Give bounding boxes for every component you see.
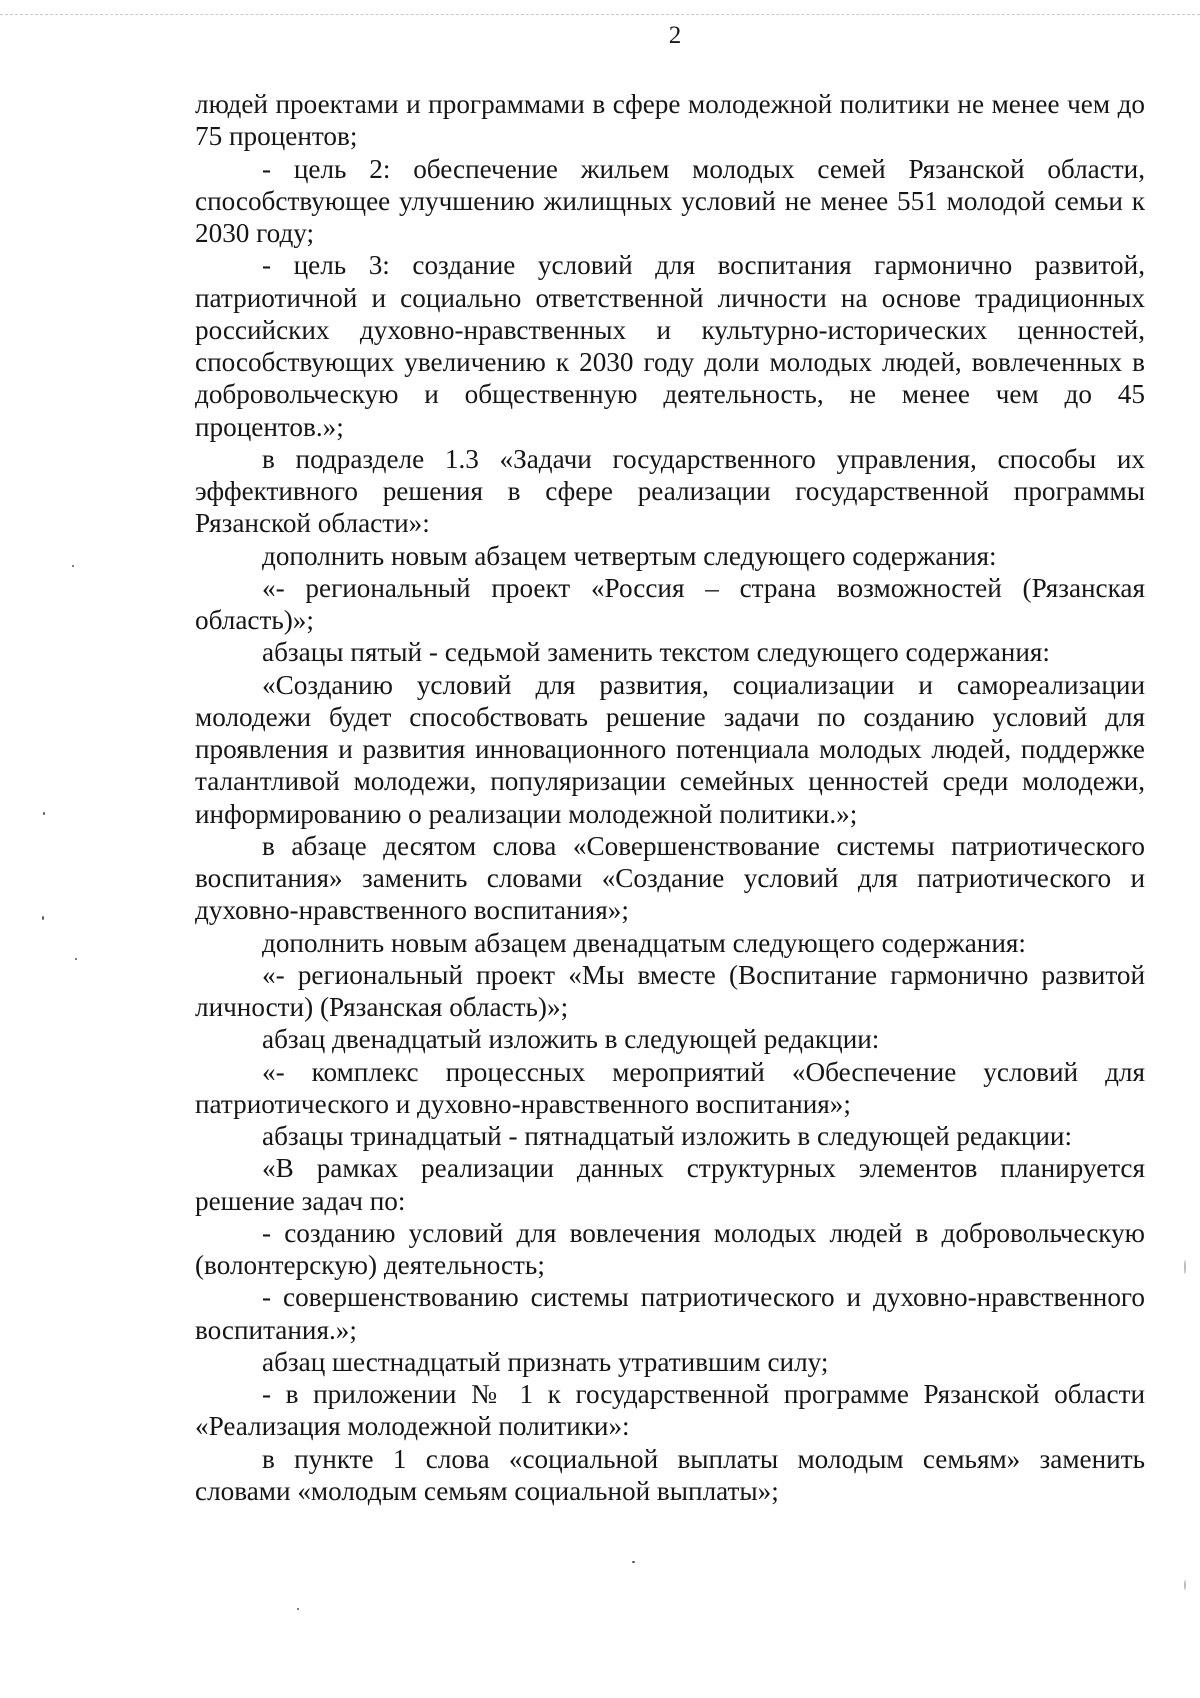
paragraph-3: - цель 3: создание условий для воспитания гармонично развитой, патриотичной и социально ответственной личности на основе традиционных российских духовно-нравственных и культурно-исторических ценностей, способствующих увеличению к 2030 году доли молодых людей, вовлеченных в добровольческую и общественную деятельность, не менее чем до 45 процентов.»; [195,250,1145,442]
page-number: 2 [668,22,682,49]
paragraph-10: дополнить новым абзацем двенадцатым следующего содержания: [262,927,1026,958]
paragraph-8: «Созданию условий для развития, социализации и самореализации молодежи будет способствовать решение задачи по созданию условий для проявления и развития инновационного потенциала молодых людей, поддержке талантливой молодежи, популяризации семейных ценностей среди молодежи, информированию о реализации молодежной политики.»; [195,669,1145,829]
paragraph-20: в пункте 1 слова «социальной выплаты молодым семьям» заменить словами «молодым семьям социальной выплаты»; [195,1443,1145,1506]
paragraph-14: абзацы тринадцатый - пятнадцатый изложить в следующей редакции: [262,1121,1073,1151]
scan-top-rule [0,14,1200,15]
paragraph-7: абзацы пятый - седьмой заменить текстом следующего содержания: [262,637,1050,668]
paragraph-6: «- региональный проект «Россия – страна возможностей (Рязанская область)»; [195,572,1145,635]
paragraph-17: - совершенствованию системы патриотического и духовно-нравственного воспитания.»; [195,1282,1145,1345]
paragraph-13: «- комплекс процессных мероприятий «Обеспечение условий для патриотического и духовно-нравственного воспитания»; [195,1056,1145,1119]
paragraph-15: «В рамках реализации данных структурных элементов планируется решение задач по: [195,1153,1145,1216]
scan-speck [75,958,77,960]
paragraph-1: людей проектами и программами в сфере молодежной политики не менее чем до 75 процентов; [195,89,1145,152]
paragraph-12: абзац двенадцатый изложить в следующей редакции: [262,1024,880,1055]
scan-speck [1184,1580,1186,1590]
scan-speck [42,916,44,920]
paragraph-5: дополнить новым абзацем четвертым следующего содержания: [262,540,997,571]
paragraph-18: абзац шестнадцатый признать утратившим силу; [262,1346,829,1377]
document-body [195,88,1145,1507]
scan-speck [1184,1260,1186,1274]
paragraph-19: - в приложении № 1 к государственной программе Рязанской области «Реализация молодежной политики»: [195,1379,1145,1442]
paragraph-9: в абзаце десятом слова «Совершенствование системы патриотического воспитания» заменить словами «Создание условий для патриотического и духовно-нравственного воспитания»; [195,830,1145,926]
paragraph-2: - цель 2: обеспечение жильем молодых семей Рязанской области, способствующее улучшению жилищных условий не менее 551 молодой семьи к 2030 году; [195,153,1145,248]
scan-speck [43,812,45,815]
paragraph-11: «- региональный проект «Мы вместе (Воспитание гармонично развитой личности) (Рязанская область)»; [195,959,1145,1022]
paragraph-4: в подразделе 1.3 «Задачи государственного управления, способы их эффективного решения в сфере реализации государственной программы Рязанской области»: [195,443,1145,539]
paragraph-16: - созданию условий для вовлечения молодых людей в добровольческую (волонтерскую) деятельность; [195,1217,1145,1280]
scan-speck [297,1608,299,1610]
scan-speck [632,1561,635,1563]
scan-speck [72,565,74,567]
